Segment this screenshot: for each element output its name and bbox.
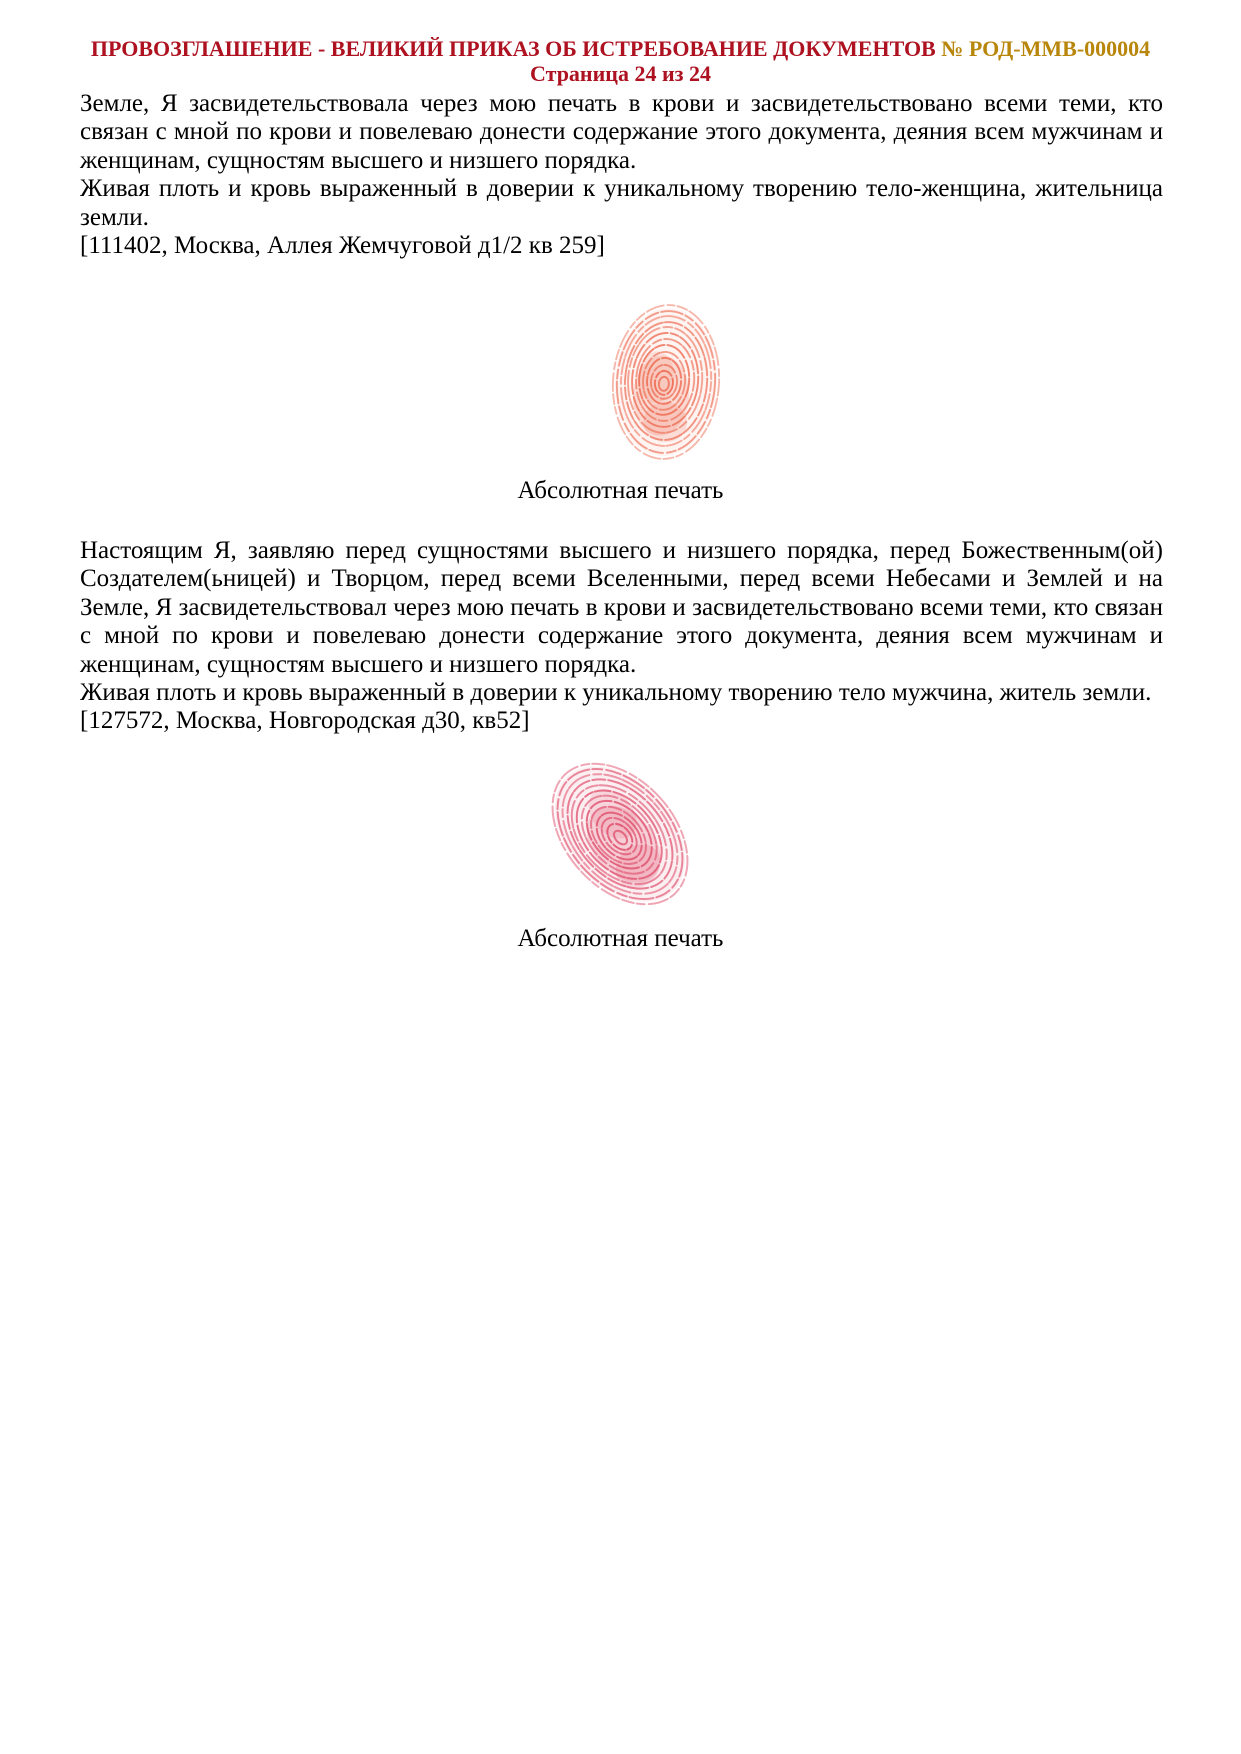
page-indicator: Страница 24 из 24 [530, 61, 711, 86]
document-header [0, 36, 1241, 86]
stamp-caption-female: Абсолютная печать [517, 477, 724, 504]
document-title-line [0, 36, 1241, 61]
fingerprint-stamp-female [605, 296, 727, 468]
paragraph-witness-female: Земле, Я засвидетельствовала через мою печать в крови и засвидетельствовано всеми теми, кто связан с мной по крови и повелеваю донести содержание этого документа, деяния всем мужчинам и женщинам, сущностям высшего и низшего порядка. [80, 90, 1163, 174]
fingerprint-icon [524, 744, 716, 924]
document-number: № РОД-ММВ-000004 [941, 36, 1151, 61]
address-female: [111402, Москва, Аллея Жемчуговой д1/2 кв 259] [80, 232, 605, 260]
document-title: ПРОВОЗГЛАШЕНИЕ - ВЕЛИКИЙ ПРИКАЗ ОБ ИСТРЕБОВАНИЕ ДОКУМЕНТОВ [90, 36, 936, 61]
section-female-text [80, 90, 1163, 260]
section-male-text [80, 537, 1163, 736]
stamp-caption-male: Абсолютная печать [517, 925, 724, 952]
paragraph-flesh-male: Живая плоть и кровь выраженный в доверии к уникальному творению тело мужчина, житель земли. [80, 679, 1152, 707]
fingerprint-stamp-male [524, 744, 716, 924]
fingerprint-icon [605, 296, 727, 468]
paragraph-witness-male: Настоящим Я, заявляю перед сущностями высшего и низшего порядка, перед Божественным(ой) Создателем(ьницей) и Творцом, перед всеми Вселенными, перед всеми Небесами и Землей и на Земле, Я засвидетельствовал через мою печать в крови и засвидетельствовано всеми теми, кто связан с мной по крови и повелеваю донести содержание этого документа, деяния всем мужчинам и женщинам, сущностям высшего и низшего порядка. [80, 537, 1163, 678]
paragraph-flesh-female: Живая плоть и кровь выраженный в доверии к уникальному творению тело-женщина, жительница земли. [80, 175, 1163, 231]
address-male: [127572, Москва, Новгородская д30, кв52] [80, 707, 530, 735]
